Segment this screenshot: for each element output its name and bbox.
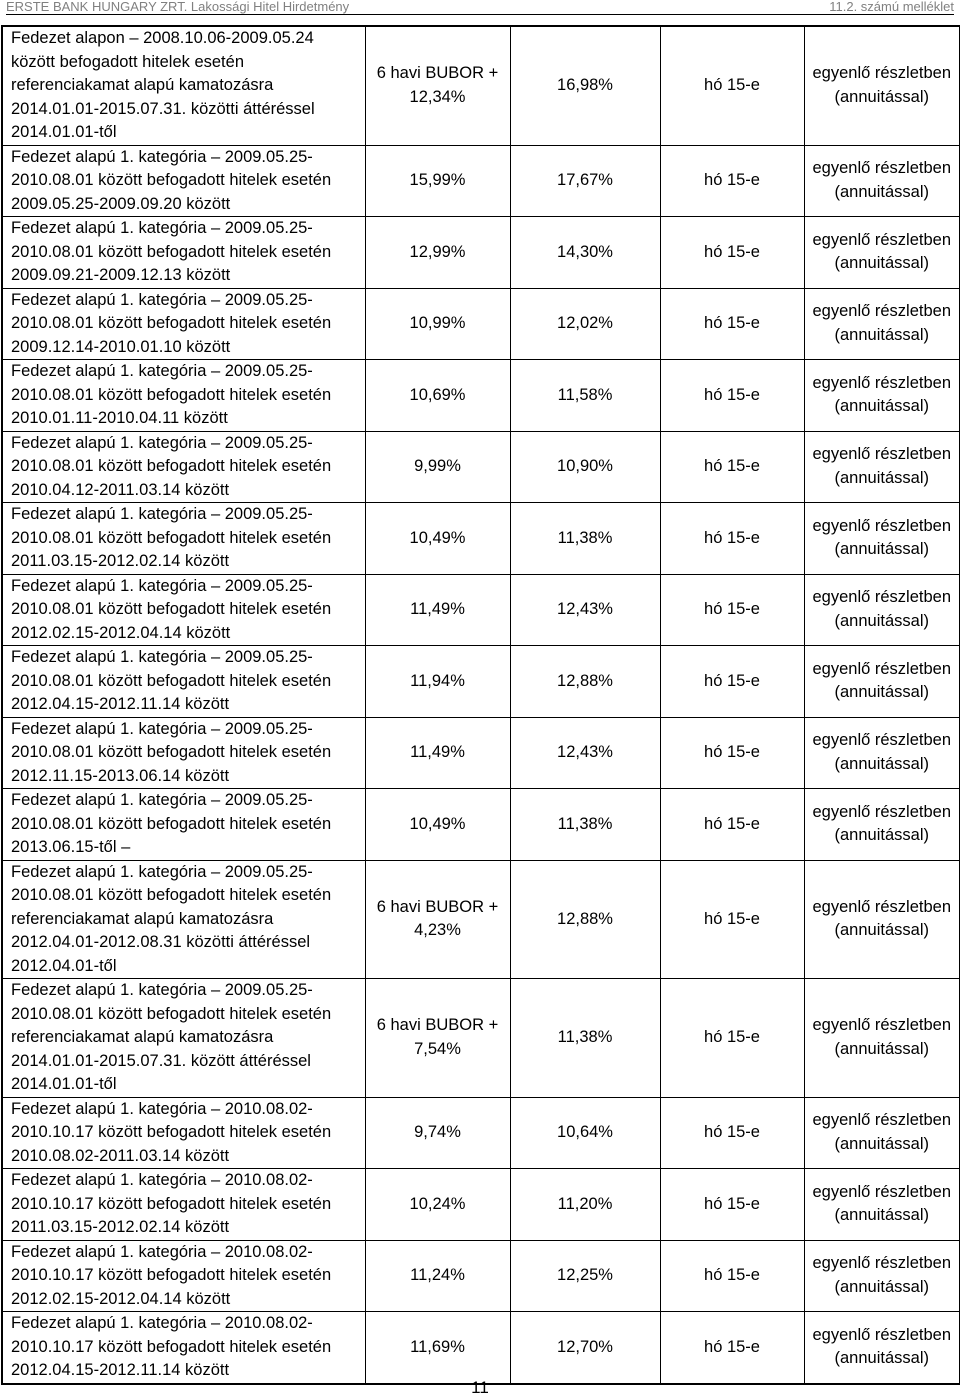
- loan-category-cell-line: 2014.01.01-2015.07.31. közötti áttéréssel: [11, 99, 315, 118]
- interest-rate-cell-line: 15,99%: [409, 171, 466, 189]
- thm-cell: 10,64%: [510, 1097, 660, 1169]
- thm-cell: 12,88%: [510, 860, 660, 979]
- loan-category-cell-line: 2010.08.01 között befogadott hitelek esetén: [11, 1004, 332, 1023]
- loan-category-cell: [2, 574, 365, 646]
- interest-rate-cell-line: 6 havi BUBOR +: [376, 897, 499, 916]
- loan-category-cell: [2, 26, 365, 145]
- loan-category-cell-line: Fedezet alapú 1. kategória – 2009.05.25-: [11, 576, 313, 595]
- table-row: [2, 979, 960, 1098]
- repayment-method-cell-line: egyenlő részletben: [812, 588, 951, 607]
- thm-cell: 11,38%: [510, 979, 660, 1098]
- repayment-method-cell-line: egyenlő részletben: [812, 731, 951, 750]
- due-date-cell: hó 15-e: [660, 574, 804, 646]
- loan-category-cell-line: referenciakamat alapú kamatozásra: [11, 909, 274, 928]
- loan-category-cell-line: Fedezet alapú 1. kategória – 2010.08.02-: [11, 1171, 313, 1189]
- due-date-cell: hó 15-e: [660, 288, 804, 360]
- interest-rate-cell: [365, 789, 510, 861]
- loan-category-cell-line: 2010.08.01 között befogadott hitelek esetén: [11, 385, 332, 404]
- loan-category-cell-line: Fedezet alapú 1. kategória – 2009.05.25-: [11, 147, 313, 166]
- thm-cell: 14,30%: [510, 217, 660, 289]
- page-number: 11: [471, 1378, 489, 1397]
- loan-category-cell-line: Fedezet alapú 1. kategória – 2009.05.25-: [11, 290, 313, 309]
- repayment-method-cell-line: (annuitással): [834, 1206, 929, 1225]
- table-row: [2, 1312, 960, 1384]
- loan-category-cell: [2, 431, 365, 503]
- repayment-method-cell-line: (annuitással): [834, 254, 929, 273]
- loan-category-cell: [2, 360, 365, 432]
- repayment-method-cell-line: (annuitással): [834, 1134, 929, 1153]
- interest-rate-cell: [365, 288, 510, 360]
- interest-rate-cell: [365, 360, 510, 432]
- loan-category-cell: [2, 1097, 365, 1169]
- loan-category-cell-line: 2012.02.15-2012.04.14 között: [11, 1289, 231, 1308]
- table-row: [2, 646, 960, 718]
- due-date-cell: hó 15-e: [660, 979, 804, 1098]
- thm-cell: 12,43%: [510, 574, 660, 646]
- loan-category-cell-line: 2010.08.01 között befogadott hitelek esetén: [11, 743, 332, 761]
- repayment-method-cell: [804, 574, 960, 646]
- thm-cell: 12,02%: [510, 288, 660, 360]
- due-date-cell: hó 15-e: [660, 360, 804, 432]
- thm-cell: 12,43%: [510, 717, 660, 789]
- repayment-method-cell: [804, 1312, 960, 1384]
- interest-rate-cell-line: 10,69%: [409, 385, 466, 404]
- interest-rate-cell: [365, 646, 510, 718]
- loan-category-cell-line: Fedezet alapon – 2008.10.06-2009.05.24: [11, 29, 314, 47]
- repayment-method-cell-line: egyenlő részletben: [812, 897, 951, 916]
- repayment-method-cell-line: egyenlő részletben: [812, 1016, 951, 1035]
- loan-category-cell-line: Fedezet alapú 1. kategória – 2009.05.25-: [11, 648, 313, 666]
- loan-category-cell: [2, 503, 365, 575]
- interest-rate-cell-line: 9,99%: [414, 457, 461, 475]
- loan-category-cell-line: 2010.08.01 között befogadott hitelek esetén: [11, 600, 332, 618]
- loan-category-cell-line: 2012.04.01-től: [11, 956, 117, 975]
- repayment-method-cell-line: egyenlő részletben: [812, 302, 951, 321]
- repayment-method-cell-line: (annuitással): [834, 397, 929, 416]
- loan-category-cell-line: 2010.08.01 között befogadott hitelek esetén: [11, 314, 332, 332]
- loan-category-cell: [2, 1240, 365, 1312]
- repayment-method-cell-line: (annuitással): [834, 87, 929, 106]
- repayment-method-cell: [804, 646, 960, 718]
- interest-rate-cell-line: 10,24%: [409, 1194, 466, 1213]
- loan-category-cell-line: Fedezet alapú 1. kategória – 2010.08.02-: [11, 1099, 313, 1118]
- interest-rate-cell-line: 4,23%: [414, 921, 461, 940]
- loan-category-cell-line: 2010.10.17 között befogadott hitelek esetén: [11, 1266, 332, 1284]
- loan-category-cell: [2, 860, 365, 979]
- interest-rate-cell: [365, 717, 510, 789]
- loan-category-cell-line: Fedezet alapú 1. kategória – 2009.05.25-: [11, 862, 313, 881]
- loan-category-cell-line: 2010.08.01 között befogadott hitelek esetén: [11, 171, 332, 189]
- thm-cell: 12,25%: [510, 1240, 660, 1312]
- loan-category-cell-line: 2014.01.01-2015.07.31. között áttéréssel: [11, 1051, 311, 1070]
- repayment-method-cell-line: egyenlő részletben: [812, 1111, 951, 1130]
- due-date-cell: hó 15-e: [660, 789, 804, 861]
- interest-rate-cell: [365, 979, 510, 1098]
- loan-category-cell-line: Fedezet alapú 1. kategória – 2009.05.25-: [11, 433, 313, 452]
- due-date-cell: hó 15-e: [660, 503, 804, 575]
- repayment-method-cell-line: egyenlő részletben: [812, 659, 951, 678]
- due-date-cell: hó 15-e: [660, 646, 804, 718]
- loan-category-cell-line: 2012.04.15-2012.11.14 között: [11, 695, 230, 713]
- table-row: [2, 860, 960, 979]
- loan-category-cell-line: 2014.01.01-től: [11, 123, 117, 141]
- repayment-method-cell-line: (annuitással): [834, 325, 929, 344]
- loan-category-cell-line: 2014.01.01-től: [11, 1075, 117, 1093]
- due-date-cell: hó 15-e: [660, 26, 804, 145]
- due-date-cell: hó 15-e: [660, 717, 804, 789]
- repayment-method-cell-line: egyenlő részletben: [812, 802, 951, 821]
- loan-category-cell-line: 2010.08.01 között befogadott hitelek esetén: [11, 671, 332, 690]
- thm-cell: 16,98%: [510, 26, 660, 145]
- loan-category-cell: [2, 217, 365, 289]
- loan-category-cell-line: Fedezet alapú 1. kategória – 2009.05.25-: [11, 505, 313, 523]
- loan-category-cell-line: 2010.10.17 között befogadott hitelek esetén: [11, 1194, 332, 1213]
- loan-category-cell-line: Fedezet alapú 1. kategória – 2009.05.25-: [11, 791, 313, 809]
- repayment-method-cell: [804, 789, 960, 861]
- interest-rate-cell: [365, 145, 510, 217]
- thm-cell: 11,20%: [510, 1169, 660, 1241]
- repayment-method-cell-line: egyenlő részletben: [812, 230, 951, 249]
- loan-category-cell-line: 2009.12.14-2010.01.10 között: [11, 337, 231, 356]
- loan-category-cell-line: Fedezet alapú 1. kategória – 2010.08.02-: [11, 1242, 313, 1261]
- interest-rate-cell: [365, 1312, 510, 1384]
- due-date-cell: hó 15-e: [660, 217, 804, 289]
- interest-rate-cell-line: 11,69%: [410, 1337, 465, 1356]
- interest-rate-cell: [365, 574, 510, 646]
- loan-category-cell-line: 2012.11.15-2013.06.14 között: [11, 766, 230, 785]
- repayment-method-cell-line: (annuitással): [834, 468, 929, 487]
- header-annex-label: 11.2. számú melléklet: [829, 0, 954, 14]
- interest-rate-cell-line: 9,74%: [414, 1123, 461, 1141]
- repayment-method-cell-line: (annuitással): [834, 921, 929, 940]
- loan-category-cell-line: 2012.04.15-2012.11.14 között: [11, 1361, 230, 1379]
- loan-category-cell-line: 2010.08.01 között befogadott hitelek esetén: [11, 528, 332, 547]
- interest-rate-cell: [365, 26, 510, 145]
- table-row: [2, 288, 960, 360]
- loan-category-cell-line: 2010.10.17 között befogadott hitelek esetén: [11, 1123, 332, 1141]
- interest-rate-cell-line: 12,34%: [409, 87, 466, 106]
- table-row: [2, 1169, 960, 1241]
- loan-category-cell-line: 2010.08.01 között befogadott hitelek esetén: [11, 886, 332, 904]
- loan-category-cell: [2, 288, 365, 360]
- repayment-method-cell-line: (annuitással): [834, 683, 929, 702]
- repayment-method-cell-line: (annuitással): [834, 182, 929, 201]
- interest-rate-cell: [365, 217, 510, 289]
- thm-cell: 10,90%: [510, 431, 660, 503]
- interest-rate-cell-line: 10,99%: [409, 314, 466, 332]
- repayment-method-cell: [804, 360, 960, 432]
- loan-category-cell-line: 2010.08.01 között befogadott hitelek esetén: [11, 814, 332, 833]
- thm-cell: 11,38%: [510, 789, 660, 861]
- interest-rate-cell: [365, 1169, 510, 1241]
- interest-rate-cell-line: 11,94%: [410, 671, 465, 690]
- interest-rate-cell-line: 11,49%: [410, 743, 465, 761]
- thm-cell: 17,67%: [510, 145, 660, 217]
- repayment-method-cell: [804, 717, 960, 789]
- repayment-method-cell-line: egyenlő részletben: [812, 1254, 951, 1273]
- due-date-cell: hó 15-e: [660, 1240, 804, 1312]
- interest-rate-cell: [365, 860, 510, 979]
- repayment-method-cell: [804, 860, 960, 979]
- repayment-method-cell-line: (annuitással): [834, 826, 929, 845]
- repayment-method-cell: [804, 1169, 960, 1241]
- interest-rate-cell-line: 6 havi BUBOR +: [376, 64, 499, 83]
- repayment-method-cell-line: egyenlő részletben: [812, 1182, 951, 1201]
- loan-category-cell-line: között befogadott hitelek esetén: [11, 52, 244, 71]
- loan-category-cell-line: referenciakamat alapú kamatozásra: [11, 1028, 274, 1046]
- loan-category-cell-line: 2010.10.17 között befogadott hitelek esetén: [11, 1337, 332, 1356]
- repayment-method-cell-line: egyenlő részletben: [812, 159, 951, 178]
- interest-rate-cell-line: 10,49%: [409, 814, 466, 833]
- loan-category-cell: [2, 1169, 365, 1241]
- table-row: [2, 1097, 960, 1169]
- loan-category-cell-line: 2011.03.15-2012.02.14 között: [11, 552, 230, 570]
- table-row: [2, 145, 960, 217]
- table-row: [2, 360, 960, 432]
- repayment-method-cell-line: (annuitással): [834, 1277, 929, 1296]
- loan-category-cell-line: 2010.08.02-2011.03.14 között: [11, 1146, 230, 1165]
- interest-rate-cell-line: 6 havi BUBOR +: [376, 1016, 499, 1035]
- thm-cell: 12,88%: [510, 646, 660, 718]
- interest-rate-cell: [365, 1240, 510, 1312]
- loan-category-cell: [2, 1312, 365, 1384]
- loan-category-cell-line: 2010.01.11-2010.04.11 között: [11, 409, 228, 427]
- due-date-cell: hó 15-e: [660, 431, 804, 503]
- repayment-method-cell-line: egyenlő részletben: [812, 445, 951, 464]
- table-row: [2, 26, 960, 145]
- due-date-cell: hó 15-e: [660, 1169, 804, 1241]
- interest-rate-cell: [365, 503, 510, 575]
- thm-cell: 11,58%: [510, 360, 660, 432]
- loan-category-cell: [2, 717, 365, 789]
- repayment-method-cell: [804, 217, 960, 289]
- interest-rate-cell-line: 10,49%: [409, 528, 466, 547]
- loan-category-cell-line: 2009.05.25-2009.09.20 között: [11, 194, 231, 213]
- repayment-method-cell-line: (annuitással): [834, 1039, 929, 1058]
- repayment-method-cell-line: (annuitással): [834, 611, 929, 630]
- loan-category-cell-line: referenciakamat alapú kamatozásra: [11, 76, 274, 94]
- interest-rate-cell-line: 7,54%: [414, 1039, 461, 1058]
- repayment-method-cell-line: (annuitással): [834, 540, 929, 559]
- loan-category-cell-line: 2010.08.01 között befogadott hitelek esetén: [11, 457, 332, 475]
- repayment-method-cell: [804, 431, 960, 503]
- repayment-method-cell: [804, 145, 960, 217]
- loan-category-cell: [2, 145, 365, 217]
- thm-cell: 11,38%: [510, 503, 660, 575]
- loan-category-cell-line: 2010.08.01 között befogadott hitelek esetén: [11, 242, 332, 261]
- table-row: [2, 789, 960, 861]
- repayment-method-cell-line: egyenlő részletben: [812, 516, 951, 535]
- rate-table-body: [2, 26, 960, 1384]
- thm-cell: 12,70%: [510, 1312, 660, 1384]
- loan-category-cell-line: 2012.04.01-2012.08.31 közötti áttéréssel: [11, 933, 311, 951]
- header-bank-title: ERSTE BANK HUNGARY ZRT. Lakossági Hitel Hirdetmény: [6, 0, 350, 14]
- loan-category-cell: [2, 979, 365, 1098]
- loan-category-cell-line: 2013.06.15-től –: [11, 838, 131, 856]
- table-row: [2, 574, 960, 646]
- repayment-method-cell: [804, 1097, 960, 1169]
- loan-category-cell-line: 2011.03.15-2012.02.14 között: [11, 1218, 230, 1236]
- repayment-method-cell: [804, 288, 960, 360]
- repayment-method-cell: [804, 1240, 960, 1312]
- loan-category-cell-line: Fedezet alapú 1. kategória – 2010.08.02-: [11, 1314, 313, 1332]
- due-date-cell: hó 15-e: [660, 1097, 804, 1169]
- repayment-method-cell: [804, 979, 960, 1098]
- loan-category-cell-line: Fedezet alapú 1. kategória – 2009.05.25-: [11, 362, 313, 380]
- repayment-method-cell-line: egyenlő részletben: [812, 64, 951, 83]
- loan-category-cell: [2, 789, 365, 861]
- interest-rate-cell-line: 11,49%: [410, 600, 465, 618]
- loan-category-cell-line: 2009.09.21-2009.12.13 között: [11, 266, 231, 284]
- interest-rate-cell-line: 12,99%: [409, 242, 466, 261]
- repayment-method-cell: [804, 26, 960, 145]
- table-row: [2, 1240, 960, 1312]
- table-row: [2, 217, 960, 289]
- interest-rate-cell: [365, 431, 510, 503]
- rate-table: [1, 25, 960, 1385]
- interest-rate-cell: [365, 1097, 510, 1169]
- repayment-method-cell-line: egyenlő részletben: [812, 1325, 951, 1344]
- repayment-method-cell: [804, 503, 960, 575]
- table-row: [2, 431, 960, 503]
- due-date-cell: hó 15-e: [660, 860, 804, 979]
- page-header: [6, 0, 954, 15]
- loan-category-cell: [2, 646, 365, 718]
- repayment-method-cell-line: egyenlő részletben: [812, 373, 951, 392]
- table-row: [2, 503, 960, 575]
- repayment-method-cell-line: (annuitással): [834, 1349, 929, 1368]
- loan-category-cell-line: 2012.02.15-2012.04.14 között: [11, 623, 231, 642]
- loan-category-cell-line: Fedezet alapú 1. kategória – 2009.05.25-: [11, 719, 313, 738]
- table-row: [2, 717, 960, 789]
- repayment-method-cell-line: (annuitással): [834, 754, 929, 773]
- loan-category-cell-line: Fedezet alapú 1. kategória – 2009.05.25-: [11, 219, 313, 237]
- interest-rate-cell-line: 11,24%: [410, 1266, 465, 1284]
- due-date-cell: hó 15-e: [660, 145, 804, 217]
- due-date-cell: hó 15-e: [660, 1312, 804, 1384]
- loan-category-cell-line: 2010.04.12-2011.03.14 között: [11, 480, 230, 499]
- loan-category-cell-line: Fedezet alapú 1. kategória – 2009.05.25-: [11, 981, 313, 999]
